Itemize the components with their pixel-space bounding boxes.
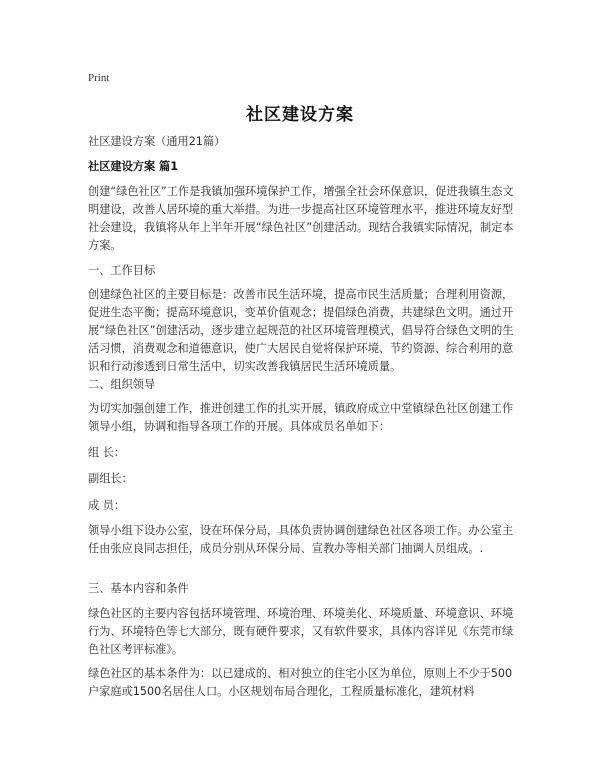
- leader-line: 组 长：: [88, 446, 126, 459]
- paragraph-organization: 为切实加强创建工作，推进创建工作的扎实开展，镇政府成立中堂镇绿色社区创建工作领导小组，协调和指导各项工作的开展。具体成员名单如下：: [88, 402, 514, 433]
- heading-organization: 二、组织领导: [88, 378, 156, 391]
- heading-basic-content: 三、基本内容和条件: [88, 582, 189, 595]
- deputy-line: 副组长：: [88, 472, 133, 485]
- intro-paragraph: 创建“绿色社区”工作是我镇加强环境保护工作，增强全社会环保意识，促进我镇生态文明建设，改善人居环境的重大举措。为进一步提高社区环境管理水平，推进环境友好型社会建设，我镇将从年上半年开展“绿色社区”创建活动。现结合我镇实际情况，制定本方案。: [88, 185, 514, 252]
- paragraph-goals: 创建绿色社区的主要目标是：改善市民生活环境，提高市民生活质量；合理利用资源，促进生态平衡；提高环境意识，变革价值观念；提倡绿色消费，共建绿色文明。通过开展“绿色社区”创建活动，逐步建立起规范的社区环境管理模式，倡导符合绿色文明的生活习惯，消费观念和道德意识，使广大居民自觉将保护环境、节约资源、综合利用的意识和行动渗透到日常生活中，切实改善我镇居民生活环境质量。: [88, 288, 514, 373]
- member-line: 成 员：: [88, 499, 126, 512]
- page-title: 社区建设方案: [246, 105, 354, 125]
- section-heading: 社区建设方案 篇1: [88, 160, 178, 173]
- print-label: Print: [88, 72, 110, 84]
- paragraph-conditions: 绿色社区的基本条件为：以已建成的、相对独立的住宅小区为单位，原则上不少于500户家庭或1500名居住人口。小区规划布局合理化，工程质量标准化，建筑材料: [88, 667, 513, 698]
- paragraph-content: 绿色社区的主要内容包括环境管理、环境治理、环境美化、环境质量、环境意识、环境行为、环境特色等七大部分，既有硬件要求，又有软件要求，具体内容详见《东莞市绿色社区考评标准》。: [88, 607, 514, 656]
- heading-work-goals: 一、工作目标: [88, 264, 156, 277]
- subtitle: 社区建设方案（通用21篇）: [88, 135, 226, 148]
- paragraph-office: 领导小组下设办公室，设在环保分局，具体负责协调创建绿色社区各项工作。办公室主任由张应良同志担任，成员分别从环保分局、宣教办等相关部门抽调人员组成。.: [88, 524, 514, 555]
